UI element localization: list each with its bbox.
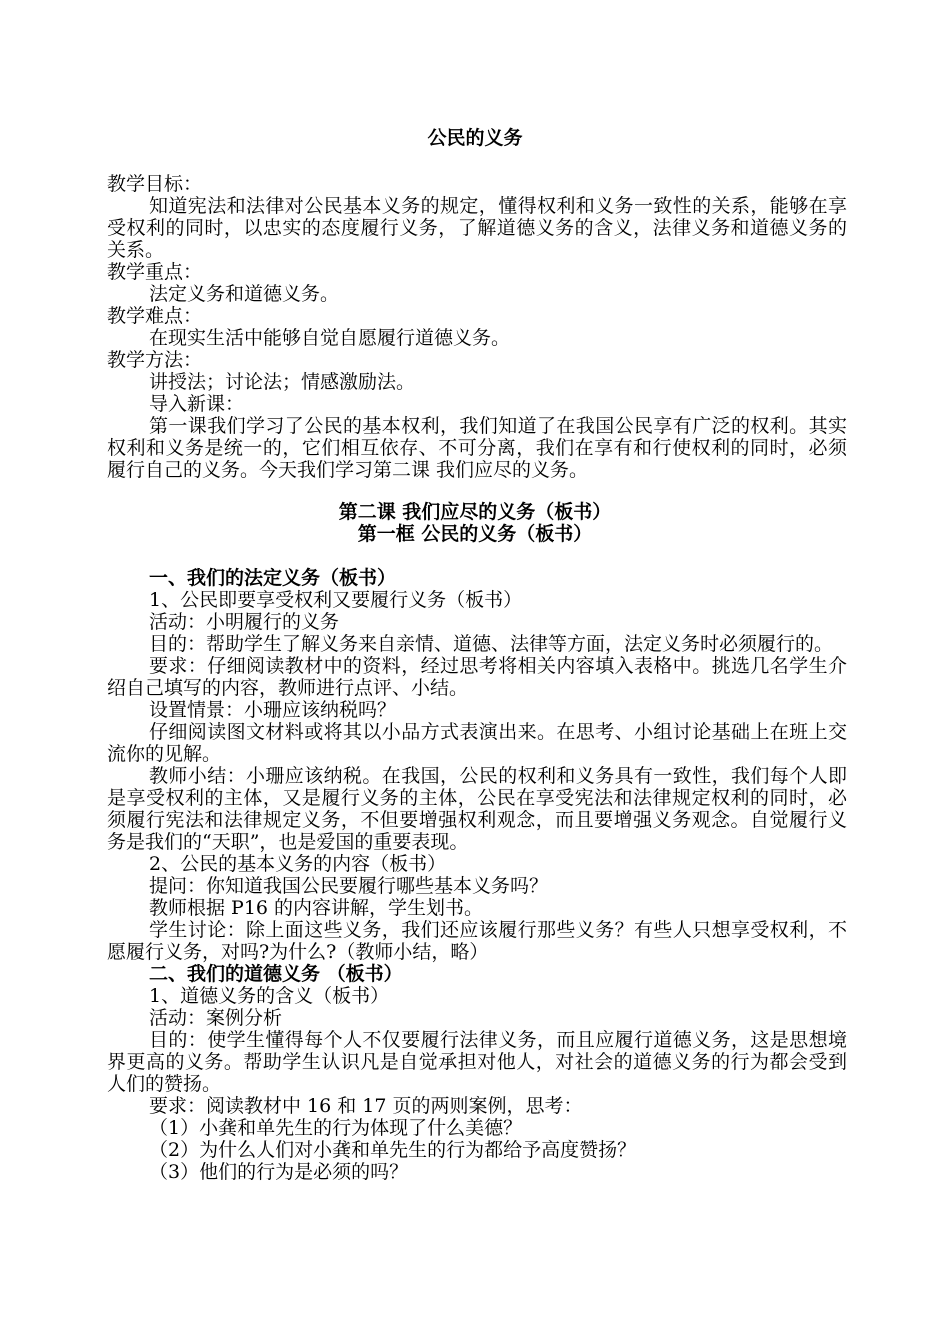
- intro-text: 第一课我们学习了公民的基本权利，我们知道了在我国公民享有广泛的权利。其实权利和义务是统一的，它们相互依存、不可分离，我们在享有和行使权利的同时，必须履行自己的义务。今天我们学习第二课 我们应尽的义务。: [107, 415, 847, 481]
- section-heading: 第一框 公民的义务（板书）: [357, 523, 593, 545]
- part1-sub2: 2、公民的基本义务的内容（板书）: [149, 853, 447, 875]
- page-title: 公民的义务: [427, 127, 523, 149]
- part1-requirement: 要求：仔细阅读教材中的资料，经过思考将相关内容填入表格中。挑选几名学生介绍自己填写的内容，教师进行点评、小结。: [107, 655, 847, 699]
- intro-label: 导入新课：: [149, 393, 245, 415]
- part1-scene: 设置情景：小珊应该纳税吗？: [149, 699, 397, 721]
- lesson-heading: 第二课 我们应尽的义务（板书）: [338, 501, 612, 523]
- part2-activity: 活动：案例分析: [149, 1007, 283, 1029]
- part1-scene-detail: 仔细阅读图文材料或将其以小品方式表演出来。在思考、小组讨论基础上在班上交流你的见解。: [107, 721, 847, 765]
- part2-sub1: 1、道德义务的含义（板书）: [149, 985, 390, 1007]
- goal-text: 知道宪法和法律对公民基本义务的规定，懂得权利和义务一致性的关系，能够在享受权利的同时，以忠实的态度履行义务，了解道德义务的含义，法律义务和道德义务的关系。: [107, 195, 847, 261]
- difficulty-text: 在现实生活中能够自觉自愿履行道德义务。: [149, 327, 511, 349]
- part1-teacher: 教师根据 P16 的内容讲解，学生划书。: [149, 897, 484, 919]
- difficulty-label: 教学难点：: [107, 305, 203, 327]
- part1-purpose: 目的：帮助学生了解义务来自亲情、道德、法律等方面，法定义务时必须履行的。: [149, 633, 834, 655]
- part2-heading: 二、我们的道德义务 （板书）: [149, 963, 403, 985]
- part2-question-1: （1）小龚和单先生的行为体现了什么美德？: [149, 1117, 523, 1139]
- method-text: 讲授法；讨论法；情感激励法。: [149, 371, 416, 393]
- document-body: [107, 173, 847, 1183]
- part1-heading: 一、我们的法定义务（板书）: [149, 567, 397, 589]
- key-label: 教学重点：: [107, 261, 203, 283]
- part1-activity: 活动：小明履行的义务: [149, 611, 340, 633]
- method-label: 教学方法：: [107, 349, 203, 371]
- key-text: 法定义务和道德义务。: [149, 283, 340, 305]
- part2-question-3: （3）他们的行为是必须的吗？: [149, 1161, 409, 1183]
- part2-purpose: 目的：使学生懂得每个人不仅要履行法律义务，而且应履行道德义务，这是思想境界更高的义务。帮助学生认识凡是自觉承担对他人，对社会的道德义务的行为都会受到人们的赞扬。: [107, 1029, 847, 1095]
- part2-requirement: 要求：阅读教材中 16 和 17 页的两则案例，思考：: [149, 1095, 583, 1117]
- part1-summary: 教师小结：小珊应该纳税。在我国，公民的权利和义务具有一致性，我们每个人即是享受权利的主体，又是履行义务的主体，公民在享受宪法和法律规定权利的同时，必须履行宪法和法律规定义务，不但要增强权利观念，而且要增强义务观念。自觉履行义务是我们的“天职”，也是爱国的重要表现。: [107, 765, 847, 853]
- part2-question-2: （2）为什么人们对小龚和单先生的行为都给予高度赞扬？: [149, 1139, 637, 1161]
- part1-discussion: 学生讨论：除上面这些义务，我们还应该履行那些义务？有些人只想享受权利，不愿履行义务，对吗?为什么?（教师小结，略）: [107, 919, 847, 963]
- part1-sub1: 1、公民即要享受权利又要履行义务（板书）: [149, 589, 523, 611]
- part1-question: 提问：你知道我国公民要履行哪些基本义务吗？: [149, 875, 549, 897]
- goal-label: 教学目标：: [107, 173, 203, 195]
